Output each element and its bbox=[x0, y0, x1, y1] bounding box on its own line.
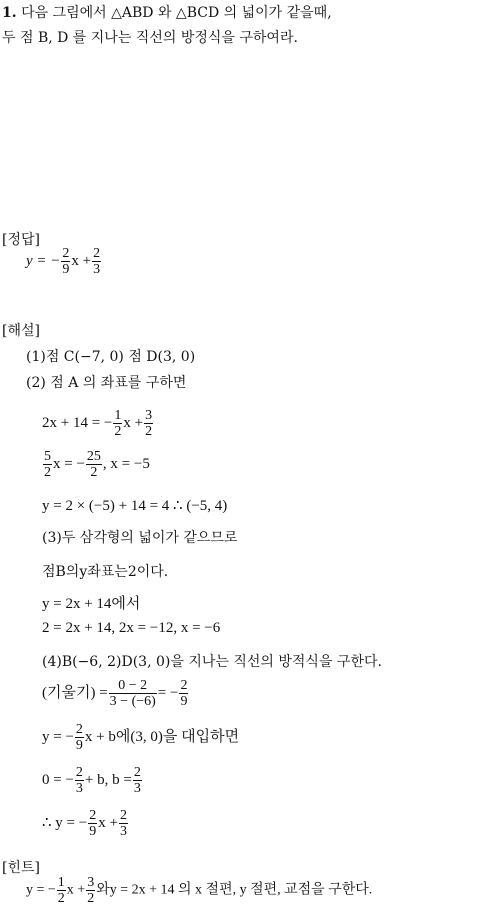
hint-right: 와y = 2x + 14 의 x 절편, y 절편, 교점을 구한다. bbox=[96, 882, 373, 898]
eq1-f1-den: 2 bbox=[114, 424, 122, 439]
slope-fraction bbox=[109, 678, 157, 709]
eq8-left: ∴ y = − bbox=[42, 814, 88, 831]
hint-f2-den: 2 bbox=[87, 891, 95, 906]
solution-eq-7 bbox=[42, 765, 143, 796]
eq6-fraction bbox=[75, 722, 84, 753]
hint-fraction-2 bbox=[86, 875, 95, 906]
answer-equation bbox=[26, 246, 102, 277]
answer-f1-num: 2 bbox=[62, 246, 70, 261]
question-number: 1. bbox=[2, 5, 17, 21]
solution-step-1: (1)점 C(−7, 0) 점 D(3, 0) bbox=[26, 349, 196, 365]
eq2-mid: x = − bbox=[53, 455, 85, 472]
eq2-f1-num: 5 bbox=[44, 449, 51, 464]
solution-step-4: (4)B(−6, 2)D(3, 0)을 지나는 직선의 방적식을 구한다. bbox=[42, 654, 382, 670]
slope-eq: = − bbox=[157, 684, 179, 701]
eq1-left: 2x + 14 = − bbox=[42, 414, 113, 431]
eq8-f1-den: 9 bbox=[89, 824, 97, 839]
answer-lhs: y = − bbox=[26, 252, 61, 269]
question-line-1 bbox=[2, 2, 332, 22]
eq8-fraction-1 bbox=[88, 808, 97, 839]
eq1-fraction-2 bbox=[144, 408, 153, 439]
question-text-1: 다음 그림에서 △ABD 와 △BCD 의 넓이가 같을때, bbox=[21, 5, 332, 21]
eq7-f2-num: 2 bbox=[133, 765, 141, 780]
solution-heading: [해설] bbox=[2, 323, 40, 339]
eq2-f2-num: 25 bbox=[86, 449, 101, 464]
solution-step-3: (3)두 삼각형의 넓이가 같으므로 bbox=[42, 530, 238, 546]
eq6-f-den: 9 bbox=[75, 738, 83, 753]
hint-f2-num: 3 bbox=[87, 875, 95, 890]
solution-eq-8 bbox=[42, 808, 129, 839]
answer-f2-den: 3 bbox=[93, 262, 101, 277]
answer-heading: [정답] bbox=[2, 232, 40, 248]
eq7-f1-num: 2 bbox=[75, 765, 83, 780]
answer-f1-den: 9 bbox=[62, 262, 70, 277]
slope-r-num: 2 bbox=[180, 678, 188, 693]
solution-eq-3: y = 2 × (−5) + 14 = 4 ∴ (−5, 4) bbox=[42, 498, 228, 514]
eq8-f2-num: 2 bbox=[119, 808, 127, 823]
eq8-f1-num: 2 bbox=[89, 808, 97, 823]
eq1-f2-den: 2 bbox=[145, 424, 153, 439]
eq7-fraction-1 bbox=[75, 765, 84, 796]
eq7-f1-den: 3 bbox=[75, 781, 83, 796]
hint-fraction-1 bbox=[57, 875, 66, 906]
hint-mid: x + bbox=[66, 882, 86, 898]
hint-heading: [힌트] bbox=[2, 860, 40, 876]
eq6-right: x + b에(3, 0)을 대입하면 bbox=[84, 728, 240, 745]
solution-eq-2 bbox=[42, 449, 150, 480]
answer-fraction-2 bbox=[92, 246, 101, 277]
hint-f1-num: 1 bbox=[57, 875, 65, 890]
question-text-2: 두 점 B, D 를 지나는 직선의 방정식을 구하여라. bbox=[2, 30, 298, 46]
eq1-mid: x + bbox=[123, 414, 144, 431]
hint-text bbox=[26, 875, 372, 906]
solution-eq-1 bbox=[42, 408, 154, 439]
eq8-f2-den: 3 bbox=[119, 824, 127, 839]
eq2-fraction-1 bbox=[43, 449, 52, 480]
solution-eq-4: y = 2x + 14에서 bbox=[42, 596, 141, 612]
eq1-f2-num: 3 bbox=[145, 408, 153, 423]
eq2-f2-den: 2 bbox=[90, 465, 98, 480]
slope-num: 0 − 2 bbox=[109, 678, 157, 694]
slope-result-fraction bbox=[179, 678, 188, 709]
hint-left: y = − bbox=[26, 882, 56, 898]
eq2-fraction-2 bbox=[86, 449, 102, 480]
eq7-left: 0 = − bbox=[42, 771, 74, 788]
eq6-left: y = − bbox=[42, 728, 74, 745]
solution-eq-5: 2 = 2x + 14, 2x = −12, x = −6 bbox=[42, 620, 221, 636]
eq7-mid: + b, b = bbox=[84, 771, 132, 788]
slope-label: (기울기) = bbox=[42, 684, 108, 701]
answer-mid: x + bbox=[71, 252, 92, 269]
answer-f2-num: 2 bbox=[93, 246, 101, 261]
solution-step-3b: 점B의y좌표는2이다. bbox=[42, 564, 169, 580]
eq7-fraction-2 bbox=[133, 765, 142, 796]
solution-eq-6 bbox=[42, 722, 239, 753]
answer-fraction-1 bbox=[61, 246, 70, 277]
solution-step-2: (2) 점 A 의 좌표를 구하면 bbox=[26, 375, 187, 391]
slope-r-den: 9 bbox=[180, 694, 188, 709]
solution-slope bbox=[42, 678, 189, 709]
eq7-f2-den: 3 bbox=[133, 781, 141, 796]
hint-f1-den: 2 bbox=[57, 891, 65, 906]
eq1-fraction-1 bbox=[113, 408, 122, 439]
figure-area bbox=[0, 56, 479, 226]
eq6-f-num: 2 bbox=[75, 722, 83, 737]
eq2-f1-den: 2 bbox=[44, 465, 51, 480]
eq1-f1-num: 1 bbox=[114, 408, 122, 423]
eq8-fraction-2 bbox=[119, 808, 128, 839]
eq8-mid: x + bbox=[98, 814, 118, 831]
eq2-end: , x = −5 bbox=[102, 455, 150, 472]
slope-den: 3 − (−6) bbox=[109, 694, 156, 709]
